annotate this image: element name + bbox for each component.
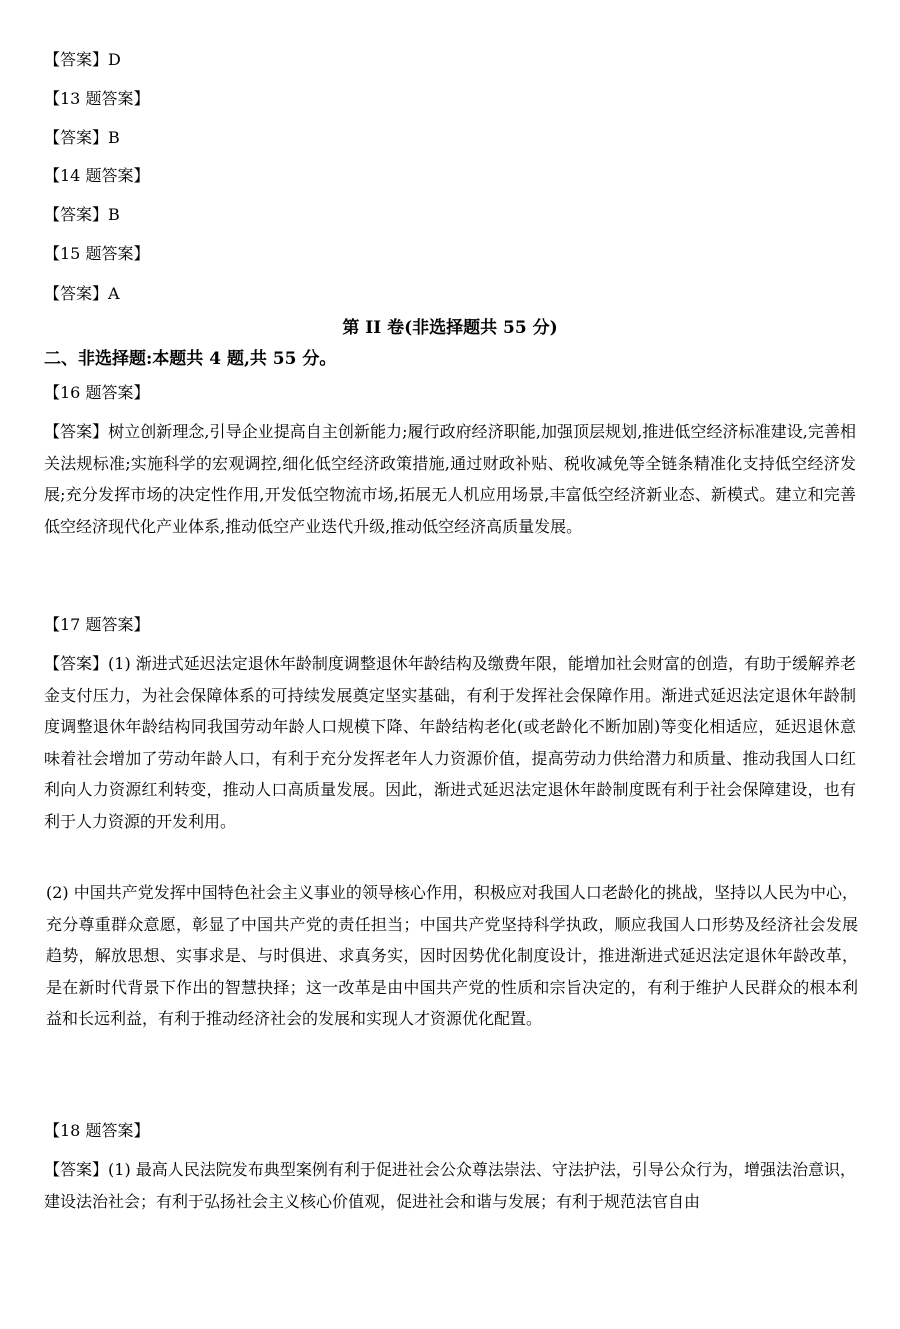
section-title: 第 II 卷(非选择题共 55 分) — [342, 318, 558, 338]
answer-12: 【答案】D — [44, 50, 121, 69]
answer-16: 【答案】树立创新理念,引导企业提高自主创新能力;履行政府经济职能,加强顶层规划,推进低空经济标准建设,完善相关法规标准;实施科学的宏观调控,细化低空经济政策措施,通过财政补贴、税收减免等全链条精准化支持低空经济发展;充分发挥市场的决定性作用,开发低空物流市场,拓展无人机应用场景,丰富低空经济新业态、新模式。建立和完善低空经济现代化产业体系,推动低空产业迭代升级,推动低空经济高质量发展。 — [44, 422, 856, 536]
question-14-label: 【14 题答案】 — [44, 166, 150, 185]
question-17-label: 【17 题答案】 — [44, 615, 150, 634]
answer-13: 【答案】B — [44, 128, 120, 147]
answer-17-part-1: 【答案】(1) 渐进式延迟法定退休年龄制度调整退休年龄结构及缴费年限，能增加社会财富的创造，有助于缓解养老金支付压力，为社会保障体系的可持续发展奠定坚实基础，有利于发挥社会保障作用。渐进式延迟法定退休年龄制度调整退休年龄结构同我国劳动年龄人口规模下降、年龄结构老化(或老龄化不断加剧)等变化相适应，延迟退休意味着社会增加了劳动年龄人口，有利于充分发挥老年人力资源价值，提高劳动力供给潜力和质量、推动我国人口红利向人力资源红利转变，推动人口高质量发展。因此，渐进式延迟法定退休年龄制度既有利于社会保障建设，也有利于人力资源的开发利用。 — [44, 654, 856, 831]
section-heading: 二、非选择题:本题共 4 题,共 55 分。 — [44, 349, 337, 369]
question-16-label: 【16 题答案】 — [44, 383, 150, 402]
answer-14: 【答案】B — [44, 205, 120, 224]
answer-17-part-2: (2) 中国共产党发挥中国特色社会主义事业的领导核心作用，积极应对我国人口老龄化的挑战，坚持以人民为中心，充分尊重群众意愿，彰显了中国共产党的责任担当；中国共产党坚持科学执政，顺应我国人口形势及经济社会发展趋势，解放思想、实事求是、与时俱进、求真务实，因时因势优化制度设计，推进渐进式延迟法定退休年龄改革，是在新时代背景下作出的智慧抉择；这一改革是由中国共产党的性质和宗旨决定的，有利于维护人民群众的根本利益和长远利益，有利于推动经济社会的发展和实现人才资源优化配置。 — [46, 883, 858, 1028]
question-18-label: 【18 题答案】 — [44, 1121, 150, 1140]
question-13-label: 【13 题答案】 — [44, 89, 150, 108]
question-15-label: 【15 题答案】 — [44, 244, 150, 263]
answer-18-part-1: 【答案】(1) 最高人民法院发布典型案例有利于促进社会公众尊法崇法、守法护法，引导公众行为，增强法治意识，建设法治社会；有利于弘扬社会主义核心价值观，促进社会和谐与发展；有利于规范法官自由 — [44, 1160, 856, 1211]
answer-15: 【答案】A — [44, 284, 120, 303]
